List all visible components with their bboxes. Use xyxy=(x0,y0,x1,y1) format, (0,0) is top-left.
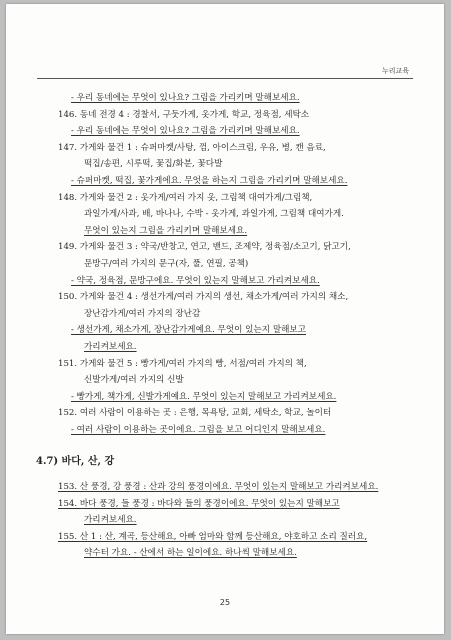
text-line: 147. 가게와 물건 1 : 슈퍼마켓/사탕, 껌, 아이스크림, 우유, 병, 캔 음료, xyxy=(58,142,326,153)
text-line: 155. 산 1 : 산, 계곡, 등산해요, 아빠 엄마와 함께 등산해요, 야호하고 소리 질러요, xyxy=(58,531,368,542)
text-line: 신발가게/여러 가지의 신발 xyxy=(84,375,184,386)
text-line: - 빵가게, 책가게, 신발가게예요. 무엇이 있는지 말해보고 가리켜보세요. xyxy=(71,391,337,402)
text-line: 약수터 가요. - 산에서 하는 일이에요. 하나씩 말해보세요. xyxy=(84,548,297,559)
text-line: 153. 산 풍경, 강 풍경 : 산과 강의 풍경이에요. 무엇이 있는지 말해보고 가리켜보세요. xyxy=(58,482,379,493)
item-list-nature xyxy=(58,479,418,562)
text-line: - 여러 사람이 이용하는 곳이에요. 그림을 보고 어디인지 말해보세요. xyxy=(71,424,326,435)
text-line: - 우리 동네에는 무엇이 있나요? 그림을 가리키며 말해보세요. xyxy=(71,126,300,137)
text-line: 떡집/송편, 시루떡, 꽃집/화분, 꽃다발 xyxy=(84,159,223,170)
text-line: 148. 가게와 물건 2 : 옷가게/여러 가지 옷, 그림책 대여가게/그림책, xyxy=(58,192,313,203)
text-line: 가리켜보세요. xyxy=(84,515,137,526)
section-heading: 4.7) 바다, 산, 강 xyxy=(36,456,115,468)
section-gap xyxy=(58,438,418,454)
text-line: 문방구/여러 가지의 문구(자, 풀, 연필, 공책) xyxy=(84,258,249,269)
running-header: 누리교육 xyxy=(381,67,409,75)
text-line: 151. 가게와 물건 5 : 빵가게/여러 가지의 빵, 서점/여러 가지의 책, xyxy=(58,358,307,369)
page-body xyxy=(36,90,418,562)
text-line: 154. 바다 풍경, 들 풍경 : 바다와 들의 풍경이에요. 무엇이 있는지 말해보고 xyxy=(58,498,340,509)
text-line: - 슈퍼마켓, 떡집, 꽃가게에요. 무엇을 하는지 그림을 가리키며 말해보세요. xyxy=(71,175,348,186)
header-rule xyxy=(37,78,413,79)
text-line: 150. 가게와 물건 4 : 생선가게/여러 가지의 생선, 채소가게/여러 가지의 채소, xyxy=(58,292,349,303)
text-line: 가리켜보세요. xyxy=(84,341,137,352)
document-page xyxy=(6,4,444,634)
text-line: - 우리 동네에는 무엇이 있나요? 그림을 가리키며 말해보세요. xyxy=(71,93,300,103)
text-line: 과일가게/사과, 배, 바나나, 수박 - 옷가게, 과일가게, 그림책 대여가게. xyxy=(84,209,344,220)
page-number: 25 xyxy=(219,598,231,607)
text-line: 149. 가게와 물건 3 : 약국/반창고, 연고, 밴드, 조제약, 정육점/소고기, 닭고기, xyxy=(58,242,351,253)
text-line: 146. 동네 전경 4 : 경찰서, 구둣가게, 옷가게, 학교, 정육점, 세탁소 xyxy=(58,109,310,120)
text-line: 152. 여러 사람이 이용하는 곳 : 은행, 목욕탕, 교회, 세탁소, 학교, 놀이터 xyxy=(58,408,332,419)
text-line: - 약국, 정육점, 문방구에요. 무엇이 있는지 말해보고 가리켜보세요. xyxy=(71,275,320,286)
text-line: 장난감가게/여러 가지의 장난감 xyxy=(84,308,201,319)
section-gap xyxy=(58,471,418,479)
text-line: - 생선가게, 채소가게, 장난감가게예요. 무엇이 있는지 말해보고 xyxy=(71,325,307,336)
item-list-shops xyxy=(58,90,418,438)
text-line: 무엇이 있는지 그림을 가리키며 말해보세요. xyxy=(84,225,248,236)
